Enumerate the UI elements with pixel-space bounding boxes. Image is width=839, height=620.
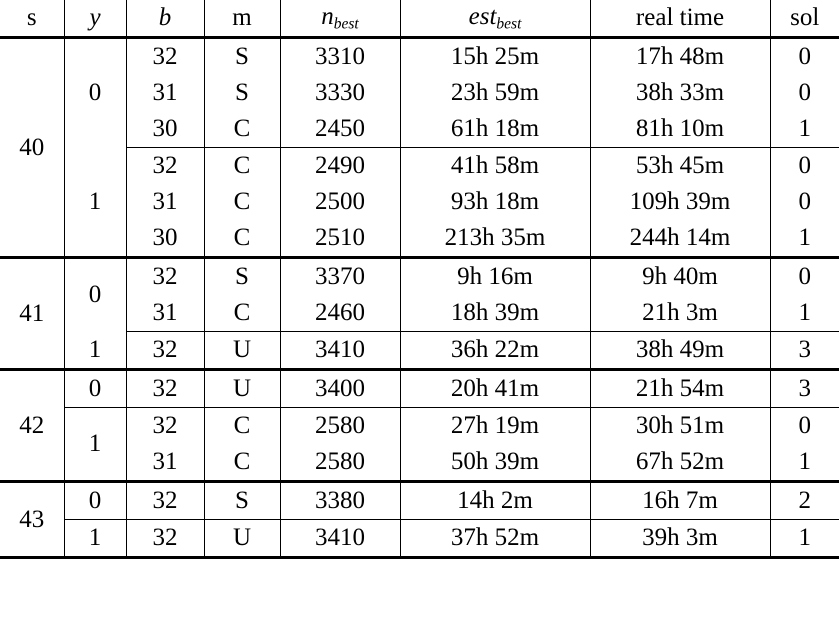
table-row [0, 184, 839, 220]
cell-est-best: 50h 39m [400, 444, 590, 482]
cell-real-time: 17h 48m [590, 38, 770, 76]
cell-n-best: 2490 [280, 148, 400, 185]
cell-b: 32 [126, 408, 204, 445]
cell-b: 32 [126, 332, 204, 370]
header-y: y [64, 0, 126, 38]
cell-b: 32 [126, 38, 204, 76]
cell-n-best: 2510 [280, 220, 400, 258]
cell-n-best: 2580 [280, 444, 400, 482]
group-label-s: 40 [0, 38, 64, 258]
table-row [0, 295, 839, 332]
cell-n-best: 3380 [280, 482, 400, 520]
cell-real-time: 39h 3m [590, 520, 770, 558]
table-row [0, 220, 839, 258]
cell-n-best: 3400 [280, 370, 400, 408]
table-header-row [0, 0, 839, 38]
group-label-s: 43 [0, 482, 64, 558]
table-row [0, 111, 839, 148]
cell-n-best: 2450 [280, 111, 400, 148]
cell-est-best: 18h 39m [400, 295, 590, 332]
cell-real-time: 109h 39m [590, 184, 770, 220]
cell-b: 30 [126, 111, 204, 148]
cell-sol: 0 [798, 152, 811, 179]
cell-m: C [204, 444, 280, 482]
cell-est-best: 27h 19m [400, 408, 590, 445]
cell-est-best: 93h 18m [400, 184, 590, 220]
cell-real-time: 38h 33m [590, 75, 770, 111]
cell-sol: 1 [770, 295, 839, 332]
table-row [0, 520, 839, 558]
cell-sol: 1 [798, 448, 811, 475]
cell-real-time: 67h 52m [590, 444, 770, 482]
cell-est-best: 23h 59m [400, 75, 590, 111]
subgroup-label-y: 0 [64, 370, 126, 408]
cell-m: C [204, 148, 280, 185]
cell-sol: 0 [798, 412, 811, 439]
cell-est-best: 37h 52m [400, 520, 590, 558]
subgroup-label-y: 1 [64, 148, 126, 258]
cell-b: 32 [126, 482, 204, 520]
table-row [0, 75, 839, 111]
cell-sol: 1 [798, 224, 811, 251]
group-label-s: 42 [0, 370, 64, 482]
cell-est-best: 36h 22m [400, 332, 590, 370]
cell-b: 31 [126, 75, 204, 111]
cell-m: S [204, 38, 280, 76]
header-sol: sol [790, 4, 820, 31]
header-real-time: real time [590, 0, 770, 38]
cell-sol: 1 [770, 111, 839, 148]
subgroup-label-y: 1 [64, 520, 126, 558]
cell-m: U [204, 370, 280, 408]
header-n-base: n [321, 3, 334, 31]
cell-m: C [204, 408, 280, 445]
cell-m: C [204, 111, 280, 148]
table-row [0, 332, 839, 370]
cell-b: 32 [126, 258, 204, 296]
cell-est-best: 20h 41m [400, 370, 590, 408]
cell-est-best: 41h 58m [400, 148, 590, 185]
cell-real-time: 81h 10m [590, 111, 770, 148]
table-row [0, 444, 839, 482]
cell-m: C [204, 220, 280, 258]
cell-n-best: 3410 [280, 332, 400, 370]
subgroup-label-y: 0 [64, 38, 126, 148]
table-row [0, 258, 839, 296]
cell-m: U [204, 520, 280, 558]
cell-m: C [204, 295, 280, 332]
cell-sol: 2 [770, 482, 839, 520]
header-s: s [0, 0, 64, 38]
cell-m: C [204, 184, 280, 220]
cell-n-best: 3410 [280, 520, 400, 558]
cell-n-best: 2580 [280, 408, 400, 445]
header-est-sub: best [496, 15, 522, 33]
cell-n-best: 2500 [280, 184, 400, 220]
cell-sol: 0 [798, 263, 811, 290]
cell-b: 32 [126, 148, 204, 185]
cell-n-best: 3370 [280, 258, 400, 296]
header-n-best [280, 0, 400, 38]
cell-sol: 3 [798, 336, 811, 363]
subgroup-label-y: 0 [64, 482, 126, 520]
cell-est-best: 213h 35m [400, 220, 590, 258]
cell-real-time: 53h 45m [590, 148, 770, 185]
cell-real-time: 244h 14m [590, 220, 770, 258]
subgroup-label-y: 1 [64, 408, 126, 482]
cell-n-best: 2460 [280, 295, 400, 332]
cell-real-time: 21h 3m [590, 295, 770, 332]
cell-b: 31 [126, 184, 204, 220]
cell-b: 31 [126, 444, 204, 482]
cell-real-time: 30h 51m [590, 408, 770, 445]
cell-real-time: 38h 49m [590, 332, 770, 370]
table-row [0, 38, 839, 76]
cell-est-best: 15h 25m [400, 38, 590, 76]
cell-n-best: 3310 [280, 38, 400, 76]
cell-real-time: 16h 7m [590, 482, 770, 520]
header-est-base: est [468, 3, 497, 31]
cell-m: S [204, 258, 280, 296]
cell-n-best: 3330 [280, 75, 400, 111]
cell-m: S [204, 482, 280, 520]
cell-b: 31 [126, 295, 204, 332]
table-row [0, 370, 839, 408]
header-n-sub: best [333, 15, 359, 33]
header-est-best [400, 0, 590, 38]
cell-m: U [204, 332, 280, 370]
table-row [0, 148, 839, 185]
cell-b: 30 [126, 220, 204, 258]
cell-sol: 3 [770, 370, 839, 408]
cell-real-time: 9h 40m [590, 258, 770, 296]
cell-est-best: 14h 2m [400, 482, 590, 520]
group-label-s: 41 [0, 258, 64, 370]
cell-sol: 0 [798, 79, 811, 106]
subgroup-label-y: 0 [64, 258, 126, 332]
header-m: m [204, 0, 280, 38]
cell-m: S [204, 75, 280, 111]
cell-real-time: 21h 54m [590, 370, 770, 408]
header-b: b [126, 0, 204, 38]
table-row [0, 408, 839, 445]
cell-sol: 0 [798, 188, 811, 215]
cell-est-best: 9h 16m [400, 258, 590, 296]
cell-b: 32 [126, 370, 204, 408]
cell-est-best: 61h 18m [400, 111, 590, 148]
table-row [0, 482, 839, 520]
cell-sol: 1 [798, 524, 811, 551]
cell-b: 32 [126, 520, 204, 558]
subgroup-label-y: 1 [64, 332, 126, 370]
cell-sol: 0 [798, 43, 811, 70]
